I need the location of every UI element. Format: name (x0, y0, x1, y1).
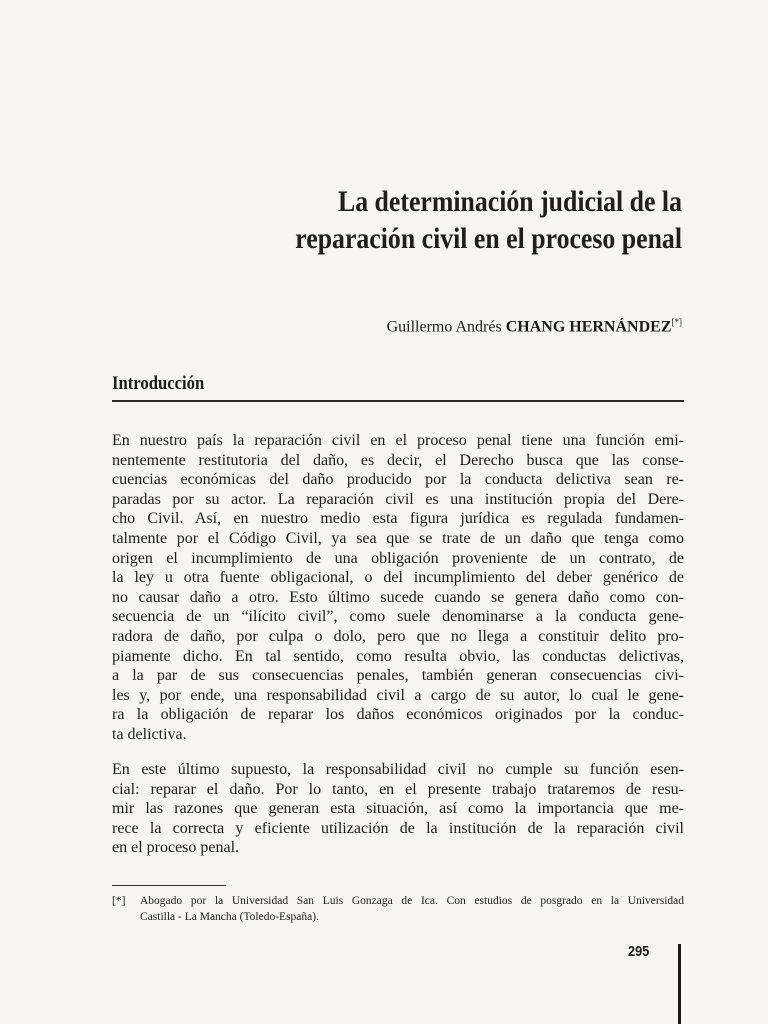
paragraph-line: les y, por ende, una responsabilidad civil a cargo de su autor, lo cual le gene- (112, 686, 684, 704)
page-number: 295 (628, 943, 650, 960)
section-heading: Introducción (112, 374, 205, 394)
paragraph-line: piamente dicho. En tal sentido, como resulta obvio, las conductas delictivas, (112, 647, 684, 665)
paragraph-line: no causar daño a otro. Esto último sucede cuando se genera daño como con- (112, 588, 684, 606)
footnote-text (140, 893, 684, 925)
paragraph-line: radora de daño, por culpa o dolo, pero que no llega a constituir delito pro- (112, 627, 684, 645)
title-line-2: reparación civil en el proceso penal (295, 222, 682, 255)
paragraph-line: talmente por el Código Civil, ya sea que se trate de un daño que tenga como (112, 529, 684, 547)
author-byline (387, 317, 682, 336)
footnote-mark: [*] (112, 895, 126, 907)
author-given-names: Guillermo Andrés (386, 318, 502, 336)
title-line-1: La determinación judicial de la (338, 185, 682, 218)
page-edge-bar (678, 944, 681, 1024)
paragraph-line: origen el incumplimiento de una obligación proveniente de un contrato, de (112, 549, 684, 567)
author-footnote-mark: [*] (671, 317, 682, 327)
footnote (112, 893, 684, 925)
paragraph-line: rece la correcta y eficiente utilización de la institución de la reparación civil (112, 819, 684, 837)
paragraph-line: cho Civil. Así, en nuestro medio esta figura jurídica es regulada fundamen- (112, 510, 684, 528)
paragraph-line: cial: reparar el daño. Por lo tanto, en el presente trabajo trataremos de resu- (112, 780, 684, 798)
author-surnames: CHANG HERNÁNDEZ (505, 318, 672, 336)
section-divider (112, 400, 684, 402)
footnote-divider (112, 885, 226, 886)
paragraph-line: en el proceso penal. (112, 839, 240, 857)
paragraph-line: En nuestro país la reparación civil en el proceso penal tiene una función emi- (112, 432, 684, 449)
footnote-line: Abogado por la Universidad San Luis Gonzaga de Ica. Con estudios de posgrado en la Universidad (140, 895, 684, 907)
paragraph-line: ta delictiva. (112, 725, 187, 743)
paragraph-line: secuencia de un “ilícito civil”, como suele denominarse a la conducta gene- (112, 608, 684, 626)
paragraph-line: paradas por su actor. La reparación civil es una institución propia del Dere- (112, 490, 684, 508)
paragraph-line: cuencias económicas del daño producido por la conducta delictiva sean re- (112, 471, 684, 489)
footnote-line: Castilla - La Mancha (Toledo-España). (140, 911, 319, 923)
paragraph-line: ra la obligación de reparar los daños económicos originados por la conduc- (112, 706, 684, 724)
article-title (235, 183, 682, 257)
paragraph-line: la ley u otra fuente obligacional, o del incumplimiento del deber genérico de (112, 569, 684, 587)
paragraph-line: a la par de sus consecuencias penales, también generan consecuencias civi- (112, 667, 684, 685)
paragraph-line: En este último supuesto, la responsabilidad civil no cumple su función esen- (112, 761, 684, 778)
paragraph-2 (112, 760, 684, 858)
paragraph-line: nentemente restitutoria del daño, es decir, el Derecho busca que las conse- (112, 451, 684, 469)
paragraph-1 (112, 431, 684, 745)
paragraph-line: mir las razones que generan esta situación, así como la importancia que me- (112, 800, 684, 818)
